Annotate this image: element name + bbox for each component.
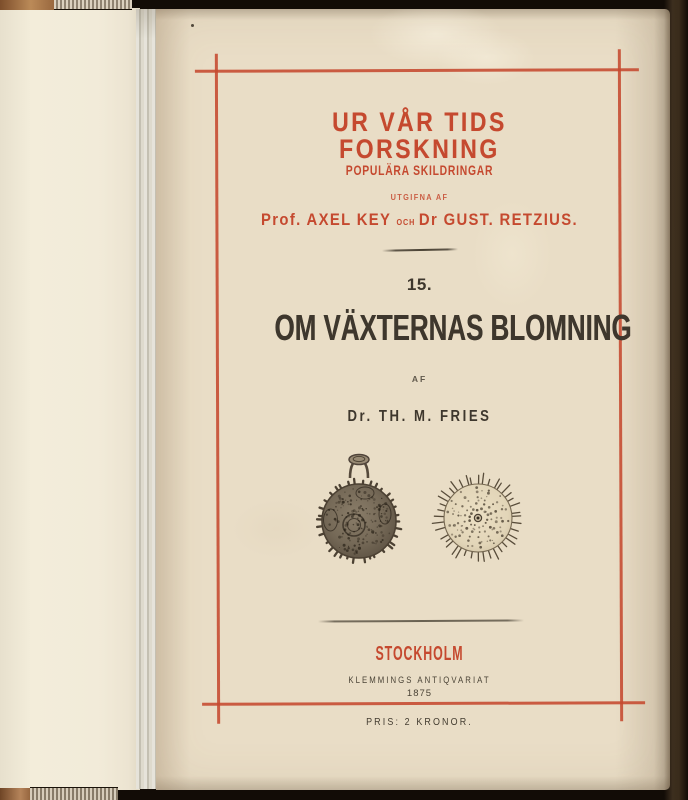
publisher-name: KLEMMINGS ANTIQVARIAT xyxy=(348,675,491,686)
pollen-grain-light-illustration xyxy=(430,466,526,570)
pollen-grain-dark-illustration xyxy=(313,450,405,568)
long-divider-rule xyxy=(318,619,524,622)
by-label: AF xyxy=(411,374,428,384)
series-title: UR VÅR TIDS FORSKNING xyxy=(332,107,507,164)
figures-row xyxy=(218,448,621,578)
price-line: PRIS: 2 KRONOR. xyxy=(366,716,473,728)
editors-line xyxy=(238,212,601,229)
short-divider-rule xyxy=(382,248,458,252)
title-page-content xyxy=(218,0,632,800)
main-title: OM VÄXTERNAS BLOMNING xyxy=(274,307,632,348)
editors-part2: Dr GUST. RETZIUS. xyxy=(418,211,578,229)
city-name: STOCKHOLM xyxy=(375,643,464,665)
editors-conjunction: och xyxy=(396,216,419,228)
edited-by-label: UTGIFNA AF xyxy=(390,193,449,202)
series-subtitle: POPULÄRA SKILDRINGAR xyxy=(345,162,494,178)
volume-number: 15. xyxy=(406,275,433,294)
publication-year: 1875 xyxy=(406,688,433,699)
author-name: Dr. TH. M. FRIES xyxy=(347,408,492,425)
editors-part1: Prof. AXEL KEY xyxy=(261,211,392,229)
